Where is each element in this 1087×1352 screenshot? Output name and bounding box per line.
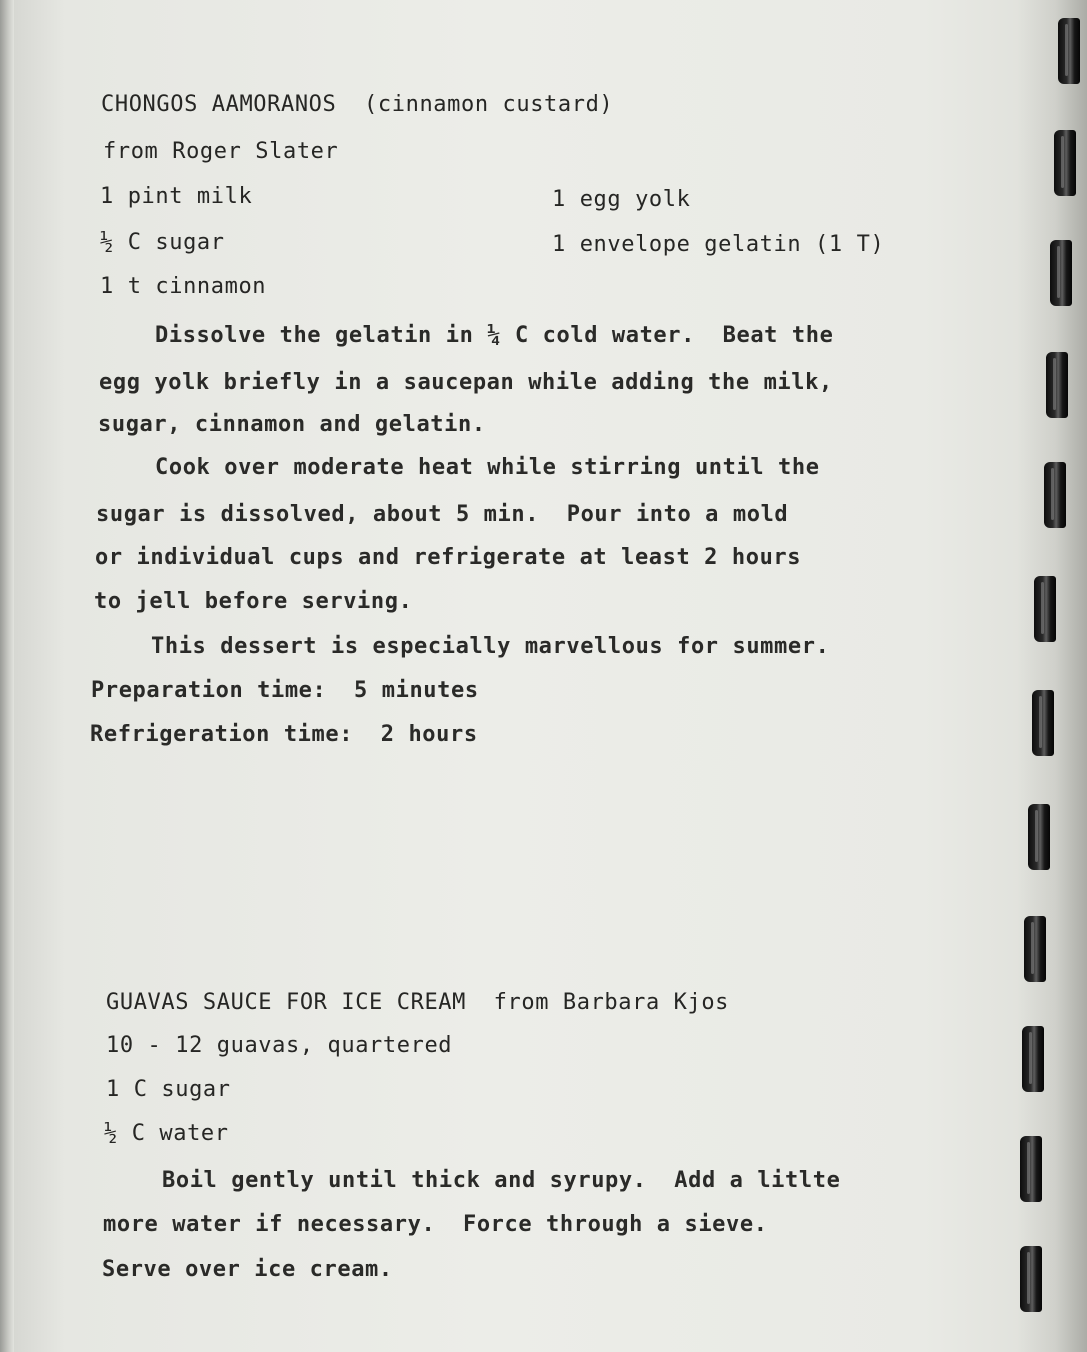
recipe-1-instruction-line: sugar is dissolved, about 5 min. Pour into a mold [96, 502, 789, 527]
recipe-2-instruction-line: Serve over ice cream. [102, 1257, 393, 1282]
recipe-2-instruction-line: more water if necessary. Force through a sieve. [103, 1212, 768, 1237]
recipe-2-ingredient: 1 C sugar [106, 1077, 231, 1102]
recipe-1-instruction-line: sugar, cinnamon and gelatin. [98, 412, 486, 437]
binding-coil [1032, 690, 1054, 756]
recipe-1-ingredient: 1 t cinnamon [100, 274, 267, 299]
binding-coil [1058, 18, 1080, 84]
page-left-edge [0, 0, 14, 1352]
recipe-2-ingredient: ½ C water [104, 1121, 229, 1146]
binding-coil [1050, 240, 1072, 306]
recipe-1-prep-time: Preparation time: 5 minutes [91, 678, 479, 703]
recipe-2-title: GUAVAS SAUCE FOR ICE CREAM from Barbara Kjos [106, 990, 730, 1015]
recipe-1-instruction-line: to jell before serving. [94, 589, 413, 614]
binding-coil [1028, 804, 1050, 870]
recipe-1-source: from Roger Slater [103, 139, 339, 164]
recipe-1-instruction-line: or individual cups and refrigerate at least 2 hours [95, 545, 802, 570]
recipe-1-instruction-line: Dissolve the gelatin in ¼ C cold water. Beat the [155, 323, 834, 348]
recipe-1-ingredient: 1 pint milk [100, 184, 253, 209]
recipe-1-ingredient: 1 egg yolk [552, 187, 691, 212]
binding-coil [1024, 916, 1046, 982]
recipe-2-ingredient: 10 - 12 guavas, quartered [106, 1033, 453, 1058]
binding-coil [1022, 1026, 1044, 1092]
recipe-1-instruction-line: egg yolk briefly in a saucepan while adding the milk, [99, 370, 833, 395]
recipe-1-refrigeration-time: Refrigeration time: 2 hours [90, 722, 478, 747]
binding-coil [1044, 462, 1066, 528]
binding-coil [1020, 1136, 1042, 1202]
recipe-1-title: CHONGOS AAMORANOS (cinnamon custard) [101, 92, 614, 117]
recipe-1-note: This dessert is especially marvellous for summer. [151, 634, 830, 659]
recipe-2-instruction-line: Boil gently until thick and syrupy. Add a litlte [162, 1168, 841, 1193]
spiral-binding [1020, 0, 1087, 1352]
recipe-1-instruction-line: Cook over moderate heat while stirring until the [155, 455, 820, 480]
binding-coil [1054, 130, 1076, 196]
binding-coil [1046, 352, 1068, 418]
binding-coil [1020, 1246, 1042, 1312]
binding-coil [1034, 576, 1056, 642]
recipe-1-ingredient: ½ C sugar [100, 230, 225, 255]
recipe-1-ingredient: 1 envelope gelatin (1 T) [552, 232, 885, 257]
